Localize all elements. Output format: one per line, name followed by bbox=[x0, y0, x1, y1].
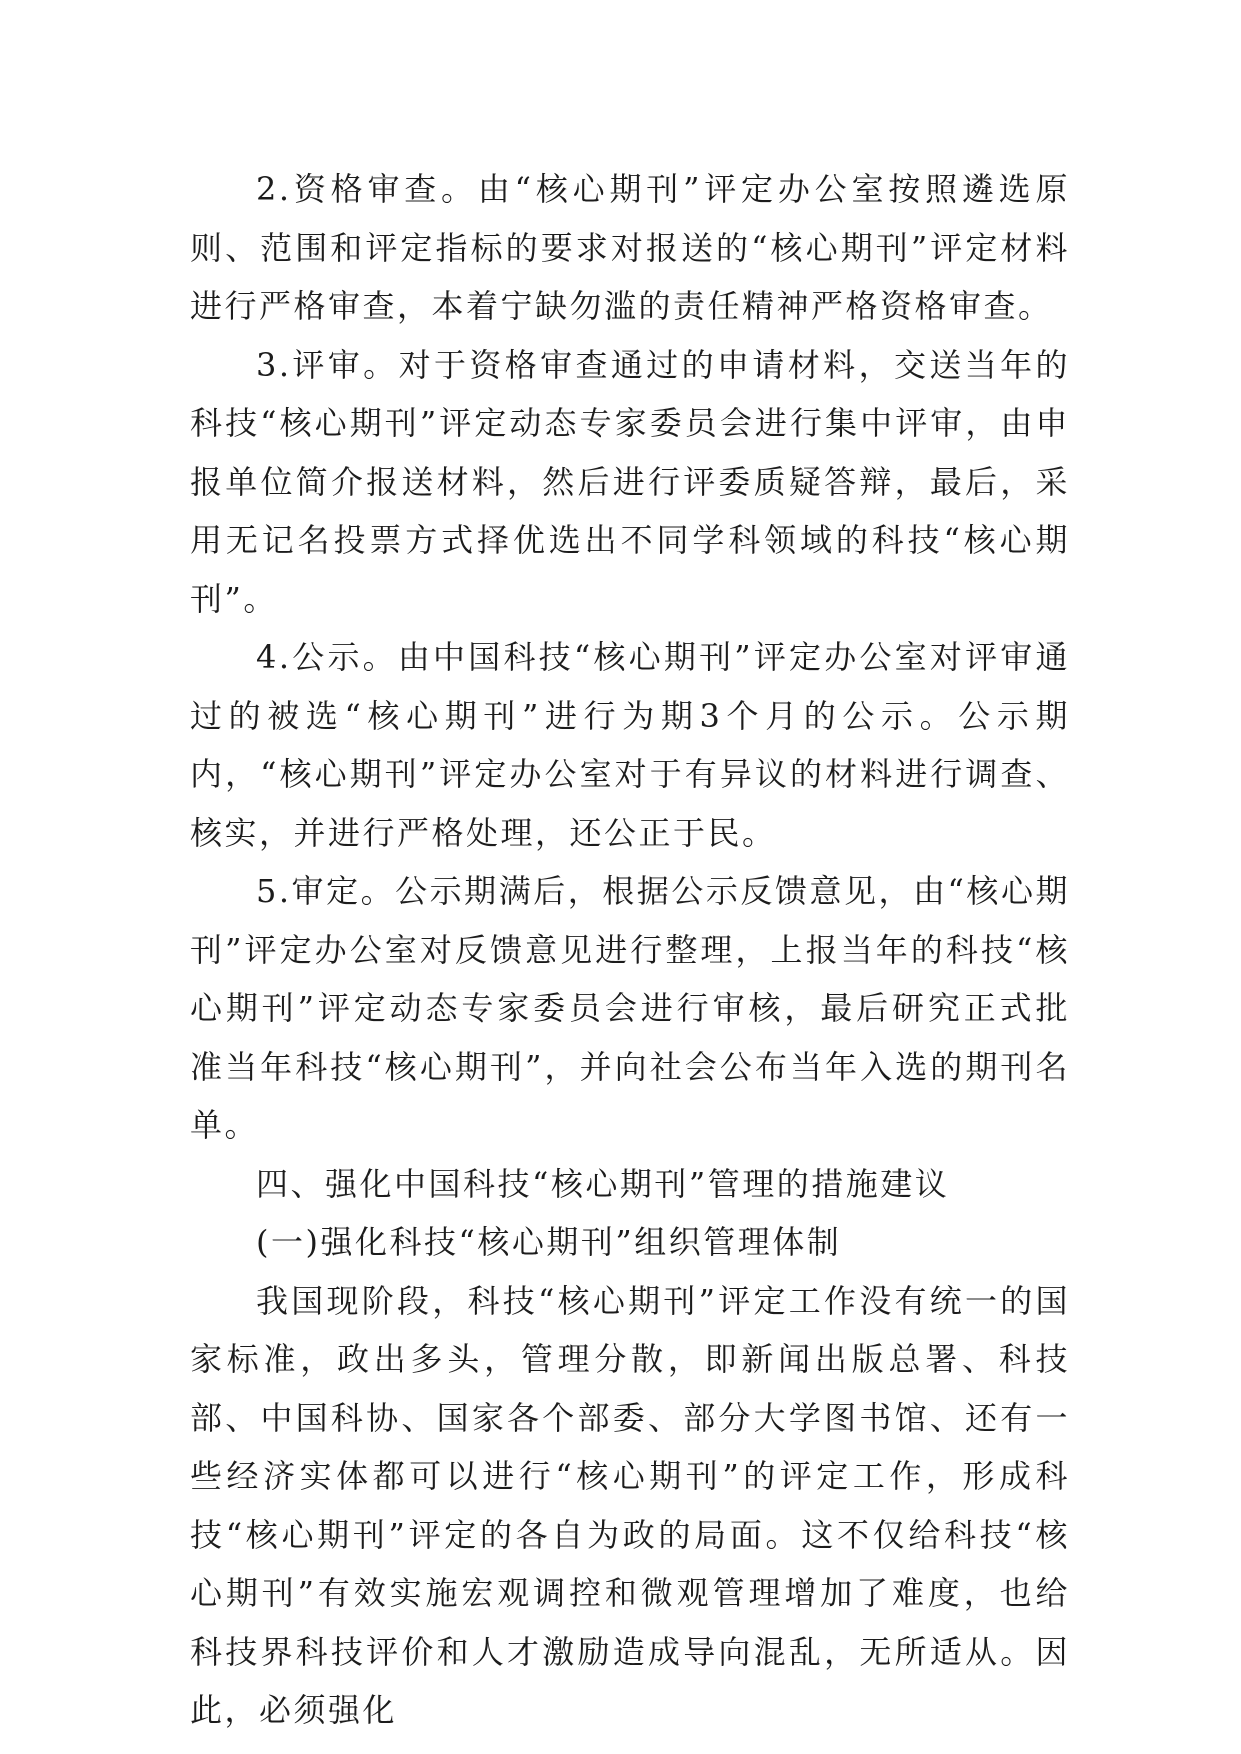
paragraph-final-approval: 5.审定。公示期满后，根据公示反馈意见，由“核心期刊”评定办公室对反馈意见进行整理，上报当年的科技“核心期刊”评定动态专家委员会进行审核，最后研究正式批准当年科技“核心期刊”，并向社会公布当年入选的期刊名单。 bbox=[190, 872, 1070, 1144]
paragraph-management-system: 我国现阶段，科技“核心期刊”评定工作没有统一的国家标准，政出多头，管理分散，即新闻出版总署、科技部、中国科协、国家各个部委、部分大学图书馆、还有一些经济实体都可以进行“核心期刊”的评定工作，形成科技“核心期刊”评定的各自为政的局面。这不仅给科技“核心期刊”有效实施宏观调控和微观管理增加了难度，也给科技界科技评价和人才激励造成导向混乱，无所适从。因此，必须强化 bbox=[190, 1281, 1070, 1729]
document-body bbox=[190, 160, 1070, 1740]
paragraph-qualification-review: 2.资格审查。由“核心期刊”评定办公室按照遴选原则、范围和评定指标的要求对报送的“核心期刊”评定材料进行严格审查，本着宁缺勿滥的责任精神严格资格审查。 bbox=[190, 170, 1070, 325]
paragraph-public-notice: 4.公示。由中国科技“核心期刊”评定办公室对评审通过的被选“核心期刊”进行为期3个月的公示。公示期内，“核心期刊”评定办公室对于有异议的材料进行调查、核实，并进行严格处理，还公正于民。 bbox=[190, 638, 1070, 852]
section-heading: 四、强化中国科技“核心期刊”管理的措施建议 bbox=[256, 1164, 950, 1203]
subsection-heading: (一)强化科技“核心期刊”组织管理体制 bbox=[256, 1223, 842, 1261]
paragraph-evaluation: 3.评审。对于资格审查通过的申请材料，交送当年的科技“核心期刊”评定动态专家委员会进行集中评审，由申报单位简介报送材料，然后进行评委质疑答辩，最后，采用无记名投票方式择优选出不同学科领域的科技“核心期刊”。 bbox=[190, 345, 1070, 618]
